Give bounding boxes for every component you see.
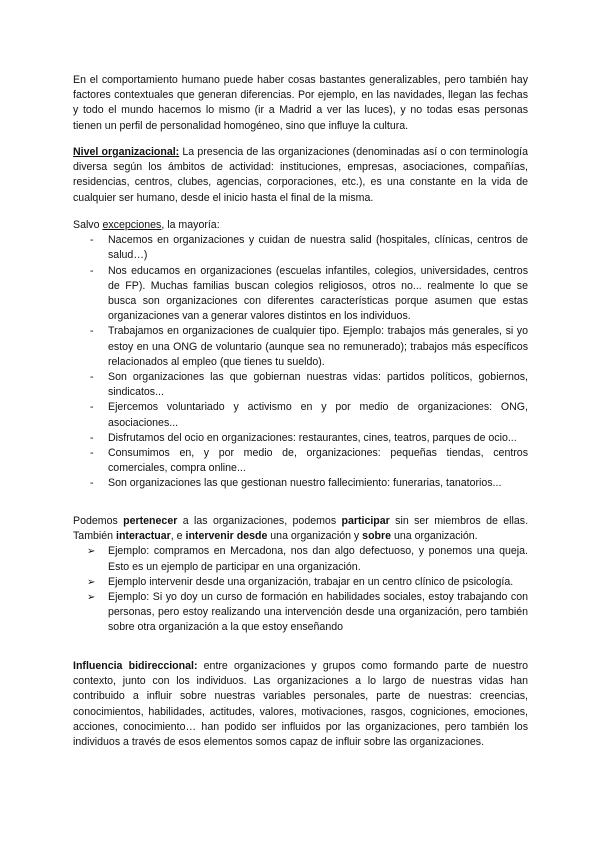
salvo-excepciones-section xyxy=(73,218,528,492)
participar-term: participar xyxy=(341,515,390,527)
list-item: - Son organizaciones las que gestionan nuestro fallecimiento: funerarias, tanatorios... xyxy=(73,476,528,491)
organizaciones-list xyxy=(73,233,528,491)
list-item: - Son organizaciones las que gobiernan nuestras vidas: partidos políticos, gobiernos, sindicatos... xyxy=(73,370,528,400)
nivel-organizacional-heading: Nivel organizacional: xyxy=(73,146,180,158)
salvo-intro-line xyxy=(73,218,528,233)
sobre-term: sobre xyxy=(362,530,392,543)
list-item: ➢ Ejemplo: Si yo doy un curso de formación en habilidades sociales, estoy trabajando con personas, pero estoy realizando una intervención desde una organización, pero también sobre otra organización a la que estoy enseñando xyxy=(73,590,528,636)
podemos-paragraph xyxy=(73,514,528,544)
list-item: - Disfrutamos del ocio en organizaciones: restaurantes, cines, teatros, parques de ocio... xyxy=(73,431,528,446)
intervenir-desde-term: intervenir desde xyxy=(185,530,268,543)
influencia-bidireccional-text: entre organizaciones y grupos como formando parte de nuestro contexto, junto con los individuos. Las organizaciones a lo largo de nuestras vidas han contribuido a influir sobre nuestras variables personales, parte de nuestras: creencias, conocimientos, habilidades, actitudes, valores, motivaciones, rasgos, cogniciones, emociones, acciones, conocimiento… han podido ser influidos por las organizaciones, pero también los individuos a través de esos elementos somos capaz de influir sobre las organizaciones. xyxy=(73,660,529,749)
list-item: - Ejercemos voluntariado y activismo en y por medio de organizaciones: ONG, asociaciones... xyxy=(73,400,528,430)
podemos-text: una organización y xyxy=(267,530,363,543)
list-item: - Nacemos en organizaciones y cuidan de nuestra salid (hospitales, clínicas, centros de salud…) xyxy=(73,233,528,263)
influencia-bidireccional-heading: Influencia bidireccional: xyxy=(73,660,198,672)
podemos-text: una organización. xyxy=(391,530,478,543)
list-item: - Trabajamos en organizaciones de cualquier tipo. Ejemplo: trabajos más generales, si yo estoy en una ONG de voluntario (aunque sea no remunerado); trabajos más específicos relacionados al empleo (que tienes tu sueldo). xyxy=(73,324,528,370)
influencia-bidireccional-paragraph xyxy=(73,659,528,750)
excepciones-link[interactable]: excepciones xyxy=(102,219,162,231)
list-item: - Consumimos en, y por medio de, organizaciones: pequeñas tiendas, centros comerciales, compra online... xyxy=(73,446,528,476)
podemos-text: Podemos xyxy=(73,515,124,527)
list-item: - Nos educamos en organizaciones (escuelas infantiles, colegios, universidades, centros de FP). Muchas familias buscan colegios religiosos, otros no... realmente lo que se busca son organizaciones con diferentes características porque asumen que estas organizaciones van a generar valores distintos en los individuos. xyxy=(73,264,528,325)
pertenecer-term: pertenecer xyxy=(123,515,178,527)
interactuar-term: interactuar xyxy=(116,530,171,543)
salvo-suffix: , la mayoría: xyxy=(161,219,220,231)
salvo-prefix: Salvo xyxy=(73,219,103,231)
podemos-text: sin ser miembros de ellas. También xyxy=(73,515,529,543)
podemos-section xyxy=(73,514,528,636)
list-item: ➢ Ejemplo: compramos en Mercadona, nos dan algo defectuoso, y ponemos una queja. Esto es un ejemplo de participar en una organización. xyxy=(73,544,528,574)
list-item: ➢ Ejemplo intervenir desde una organización, trabajar en un centro clínico de psicología. xyxy=(73,575,528,590)
intro-paragraph: En el comportamiento humano puede haber cosas bastantes generalizables, pero también hay factores contextuales que generan diferencias. Por ejemplo, en las navidades, llegan las fechas y todo el mundo hacemos lo mismo (ir a Madrid a ver las luces), y no todas esas personas tienen un perfil de personalidad homogéneo, sino que influye la cultura. xyxy=(73,74,528,132)
podemos-text: a las organizaciones, podemos xyxy=(177,515,342,527)
ejemplos-list xyxy=(73,544,528,635)
podemos-text: , e xyxy=(170,530,186,543)
nivel-organizacional-paragraph xyxy=(73,145,528,206)
nivel-organizacional-text: La presencia de las organizaciones (denominadas así o con terminología diversa según los ámbitos de actividad: instituciones, empresas, asociaciones, compañías, residencias, centros, clubes, agencias, corporaciones, etc.), es una constante en la vida de cualquier ser humano, desde el inicio hasta el final de la misma. xyxy=(73,146,528,204)
